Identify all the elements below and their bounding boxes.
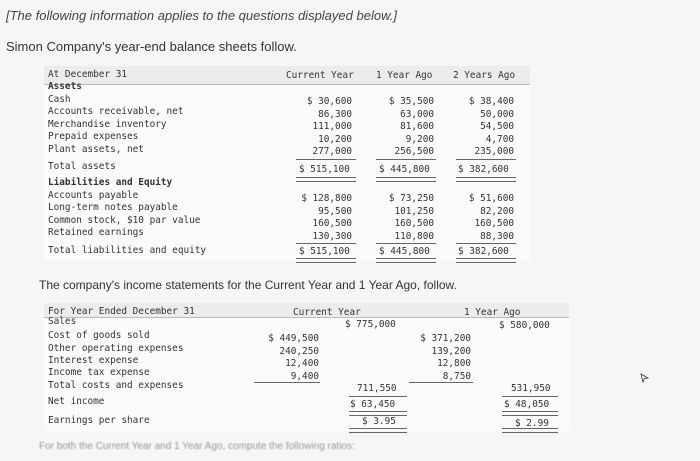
net-income-prior: $ 48,050 — [504, 399, 550, 410]
value-cell: 50,000 — [480, 108, 514, 120]
balance-sheet-table — [44, 66, 530, 260]
double-underline — [349, 428, 407, 433]
eps-label: Earnings per share — [48, 415, 150, 426]
double-underline — [376, 258, 436, 263]
mouse-pointer-icon — [640, 373, 649, 383]
value-cell: $ 30,600 — [306, 96, 352, 107]
col-current-year: Current Year — [286, 70, 354, 81]
row-label-inventory: Merchandise inventory — [48, 119, 167, 130]
total-le-one-year-ago: $ 445,800 — [379, 246, 430, 257]
total-le-label: Total liabilities and equity — [48, 245, 207, 256]
row-label-retained-earnings: Retained earnings — [48, 227, 144, 238]
eps-prior: $ 2.99 — [515, 418, 549, 429]
underline — [456, 159, 516, 160]
value-cell: 8,750 — [442, 370, 471, 382]
total-costs-current: 711,550 — [357, 383, 397, 394]
row-label-prepaid: Prepaid expenses — [48, 131, 139, 142]
underline — [296, 243, 356, 244]
value-cell: 9,400 — [290, 370, 319, 382]
asset-values-current — [307, 96, 352, 159]
liab-values-one-year-ago — [389, 193, 434, 243]
double-underline — [456, 177, 516, 182]
value-cell: 9,200 — [405, 133, 434, 145]
double-underline — [502, 428, 558, 433]
value-cell: $ 128,800 — [301, 193, 352, 204]
col-one-year-ago: 1 Year Ago — [464, 307, 521, 318]
row-label-interest-expense: Interest expense — [48, 355, 139, 366]
liab-values-two-years-ago — [469, 193, 514, 243]
header-note: [The following information applies to the questions displayed below.] — [6, 8, 397, 23]
value-cell: 12,400 — [285, 358, 319, 370]
value-cell: 4,700 — [485, 133, 514, 145]
liab-values-current — [301, 193, 352, 243]
row-label-operating-expenses: Other operating expenses — [48, 343, 184, 354]
underline — [349, 396, 407, 397]
value-cell: 101,250 — [394, 205, 434, 217]
value-cell: $ 38,400 — [468, 96, 514, 107]
row-label-income-tax: Income tax expense — [48, 367, 150, 378]
row-label-notes-payable: Long-term notes payable — [48, 202, 178, 213]
value-cell: 54,500 — [480, 121, 514, 133]
net-income-current: $ 63,450 — [350, 399, 396, 410]
value-cell: 160,500 — [474, 218, 514, 230]
value-cell: 277,000 — [312, 146, 352, 158]
value-cell: 160,500 — [312, 218, 352, 230]
expenses-current — [268, 333, 319, 383]
total-assets-one-year-ago: $ 445,800 — [379, 164, 430, 175]
value-cell: 63,000 — [400, 108, 434, 120]
total-costs-prior: 531,950 — [511, 383, 551, 394]
value-cell: $ 73,250 — [388, 193, 434, 204]
total-le-two-years-ago: $ 382,600 — [458, 246, 509, 257]
footer-instructions: For both the Current Year and 1 Year Ago, compute the following ratios: — [39, 441, 355, 452]
total-assets-current: $ 515,100 — [299, 164, 350, 175]
sales-current: $ 775,000 — [345, 319, 396, 330]
value-cell: 95,500 — [318, 205, 352, 217]
underline — [376, 243, 436, 244]
double-underline — [456, 258, 516, 263]
net-income-label: Net income — [48, 396, 105, 407]
row-label-common-stock: Common stock, $10 par value — [48, 215, 201, 226]
row-label-cash: Cash — [48, 94, 71, 105]
double-underline — [502, 411, 558, 416]
col-one-year-ago: 1 Year Ago — [376, 70, 433, 81]
total-assets-label: Total assets — [48, 161, 116, 172]
liabilities-heading: Liabilities and Equity — [48, 177, 173, 188]
value-cell: 88,300 — [480, 230, 514, 242]
double-underline — [296, 177, 356, 182]
total-le-current: $ 515,100 — [299, 246, 350, 257]
assets-heading: Assets — [48, 81, 82, 92]
eps-current: $ 3.95 — [362, 416, 396, 427]
double-underline — [376, 177, 436, 182]
period-label: For Year Ended December 31 — [48, 306, 195, 317]
value-cell: $ 371,200 — [420, 333, 471, 344]
col-two-years-ago: 2 Years Ago — [453, 70, 516, 81]
asset-values-one-year-ago — [389, 96, 434, 159]
value-cell: 160,500 — [394, 218, 434, 230]
col-current-year: Current Year — [293, 307, 361, 318]
value-cell: 81,600 — [400, 121, 434, 133]
value-cell: $ 35,500 — [388, 96, 434, 107]
value-cell: 130,300 — [312, 230, 352, 242]
value-cell: 82,200 — [480, 205, 514, 217]
row-label-receivables: Accounts receivable, net — [48, 106, 184, 117]
asset-values-two-years-ago — [469, 96, 514, 159]
date-label: At December 31 — [48, 69, 128, 80]
value-cell: 235,000 — [474, 146, 514, 158]
value-cell: 10,200 — [318, 133, 352, 145]
value-cell: 86,300 — [318, 108, 352, 120]
double-underline — [296, 258, 356, 263]
underline — [456, 243, 516, 244]
underline — [376, 159, 436, 160]
total-assets-two-years-ago: $ 382,600 — [458, 164, 509, 175]
value-cell: 111,000 — [312, 121, 352, 133]
value-cell: $ 51,600 — [468, 193, 514, 204]
underline — [254, 382, 320, 383]
sales-prior: $ 580,000 — [499, 320, 550, 331]
value-cell: 12,800 — [437, 358, 471, 370]
income-statement-table — [44, 303, 569, 431]
row-label-cogs: Cost of goods sold — [48, 330, 150, 341]
row-label-plant-assets: Plant assets, net — [48, 144, 144, 155]
intro-text: Simon Company's year-end balance sheets follow. — [6, 39, 297, 54]
value-cell: 240,250 — [279, 345, 319, 357]
underline — [409, 382, 473, 383]
row-label-accounts-payable: Accounts payable — [48, 190, 139, 201]
value-cell: 256,500 — [394, 146, 434, 158]
underline — [502, 396, 558, 397]
sales-label: Sales — [48, 316, 77, 327]
value-cell: 110,800 — [394, 230, 434, 242]
income-statement-intro: The company's income statements for the Current Year and 1 Year Ago, follow. — [39, 278, 457, 292]
total-costs-label: Total costs and expenses — [48, 380, 184, 391]
underline — [296, 159, 356, 160]
value-cell: $ 449,500 — [268, 333, 319, 344]
expenses-prior — [420, 333, 471, 383]
value-cell: 139,200 — [431, 345, 471, 357]
